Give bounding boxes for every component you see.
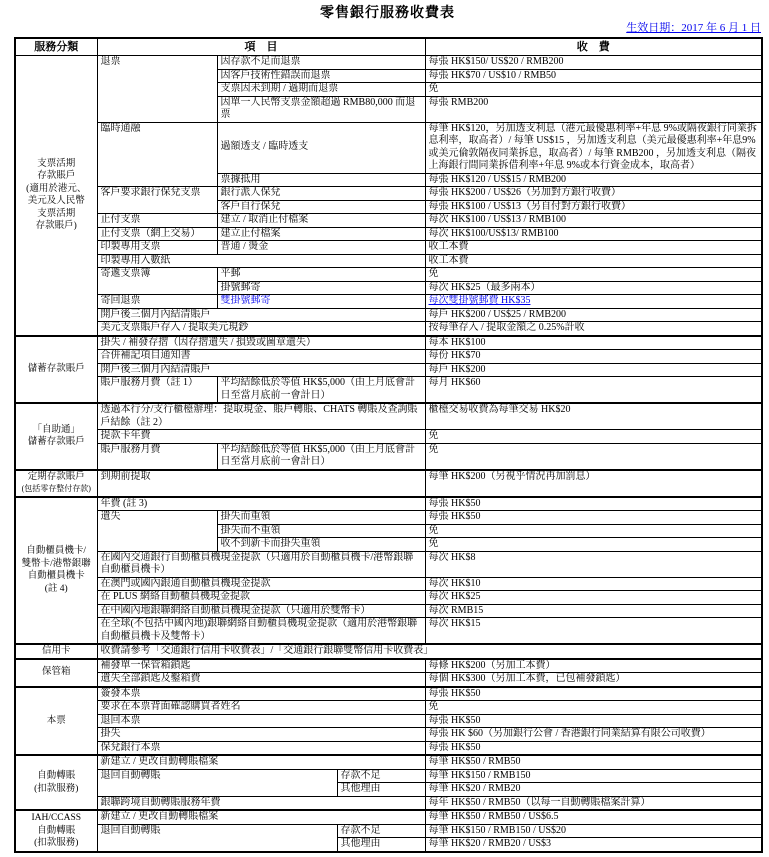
effective-date-link[interactable]: 生效日期：2017 年 6 月 1 日 — [626, 22, 761, 34]
item-cell: 因單一人民幣支票金額超過 RMB80,000 而退票 — [217, 96, 425, 122]
fee-cell: 每張 HK$50 — [425, 511, 762, 525]
fee-cell: 每張 HK$50 — [425, 497, 762, 511]
fee-cell: 每次 HK$100 / US$13 / RMB100 — [425, 214, 762, 228]
category-cell: 保管箱 — [15, 659, 97, 687]
table-row — [15, 377, 762, 404]
fee-cell: 每張 HK$200 / US$26（另加對方銀行收費） — [425, 187, 762, 201]
fee-cell: 每戶 HK$200 — [425, 363, 762, 377]
fee-cell: 每張 HK$50 — [425, 741, 762, 755]
item-cell: 平郵 — [217, 268, 425, 282]
table-row — [15, 403, 762, 430]
item-cell: 收費請參考「交通銀行信用卡收費表」/「交通銀行銀聯雙幣信用卡收費表」 — [97, 644, 762, 659]
item-cell: 支票因未到期 / 過期而退票 — [217, 83, 425, 97]
item-cell: 掛號郵寄 — [217, 281, 425, 295]
fee-cell: 每筆 HK$200（另視乎情況再加罰息） — [425, 470, 762, 497]
fee-cell: 每個 HK$300（另加工本費，已包補發鎖匙） — [425, 673, 762, 687]
table-row — [15, 430, 762, 444]
table-row — [15, 577, 762, 591]
table-row — [15, 810, 762, 824]
item-cell: 掛失 — [97, 728, 425, 742]
fee-cell: 每張 HK$50 — [425, 687, 762, 701]
fee-cell: 每筆 HK$50 / RMB50 / US$6.5 — [425, 810, 762, 824]
table-row — [15, 254, 762, 268]
table-row — [15, 824, 762, 838]
item-cell: 在 PLUS 網絡自動櫃員機現金提款 — [97, 591, 425, 605]
fee-cell: 每次 HK$15 — [425, 618, 762, 645]
item-cell: 收不到新卡而掛失重領 — [217, 538, 425, 552]
item-cell: 開戶後三個月內結清賬戶 — [97, 363, 425, 377]
table-row — [15, 796, 762, 810]
fee-cell: 每張 HK$50 — [425, 714, 762, 728]
fee-cell: 每張 RMB200 — [425, 96, 762, 122]
table-row — [15, 644, 762, 659]
item-cell: 存款不足 — [337, 824, 425, 838]
table-row — [15, 122, 762, 173]
table-row — [15, 604, 762, 618]
fee-cell: 櫃檯交易收費為每筆交易 HK$20 — [425, 403, 762, 430]
table-row — [15, 741, 762, 755]
fee-cell: 每張 HK$150/ US$20 / RMB200 — [425, 56, 762, 70]
fee-cell: 每筆 HK$150 / RMB150 — [425, 769, 762, 783]
fee-table-body — [15, 56, 762, 852]
category-cell: 定期存款賬戶 (包括零存整付存款) — [15, 470, 97, 497]
header-fee: 收 費 — [425, 38, 762, 56]
item-cell: 年費 (註 3) — [97, 497, 425, 511]
item-cell: 新建立 / 更改自動轉賬檔案 — [97, 755, 425, 769]
item-cell: 臨時通融 — [97, 122, 217, 187]
table-row — [15, 227, 762, 241]
item-cell: 印製專用支票 — [97, 241, 217, 255]
fee-cell: 收工本費 — [425, 254, 762, 268]
item-cell: 平均結餘低於等值 HK$5,000（由上月底會計日至當月底前一會計日） — [217, 443, 425, 470]
item-cell: 普通 / 燙金 — [217, 241, 425, 255]
fee-cell: 每張 HK $60（另加銀行公會 / 香港銀行同業結算有限公司收費） — [425, 728, 762, 742]
effective-date-row — [14, 22, 761, 35]
table-row — [15, 214, 762, 228]
item-cell: 存款不足 — [337, 769, 425, 783]
item-cell: 建立 / 取消止付檔案 — [217, 214, 425, 228]
table-row — [15, 755, 762, 769]
fee-cell: 每張 HK$120 / US$15 / RMB200 — [425, 173, 762, 187]
table-row — [15, 551, 762, 577]
table-row — [15, 295, 762, 309]
item-cell: 在中國內地銀聯網絡自動櫃員機現金提款（只適用於雙幣卡） — [97, 604, 425, 618]
table-row — [15, 470, 762, 497]
fee-cell: 每年 HK$50 / RMB50（以每一自動轉賬檔案計算） — [425, 796, 762, 810]
item-cell: 退回自動轉賬 — [97, 769, 337, 796]
item-cell: 寄遞支票簿 — [97, 268, 217, 295]
fee-table — [14, 37, 763, 853]
category-cell: 信用卡 — [15, 644, 97, 659]
item-cell: 因客戶技術性錯誤而退票 — [217, 69, 425, 83]
item-cell: 保兌銀行本票 — [97, 741, 425, 755]
table-row — [15, 308, 762, 322]
item-cell: 其他理由 — [337, 838, 425, 852]
fee-cell: 每次 HK$100/US$13/ RMB100 — [425, 227, 762, 241]
item-cell: 在國內交通銀行自動櫃員機現金提款（只適用於自動櫃員機卡/港幣銀聯自動櫃員機卡） — [97, 551, 425, 577]
header-item: 項 目 — [97, 38, 425, 56]
table-row — [15, 187, 762, 201]
table-row — [15, 322, 762, 336]
fee-cell: 每次 HK$25 — [425, 591, 762, 605]
page-title: 零售銀行服務收費表 — [320, 6, 455, 21]
fee-cell: 每筆 HK$120，另加透支利息（港元最優惠利率+年息 9%或隔夜銀行同業拆息利率，取高者）/ 每筆 US$15 ，另加透支利息（美元最優惠利率+年息9%或美元倫敦隔夜同業拆息，取高者）/ 每筆 RMB200 ，另加透支利息（隔夜上海銀行間同業拆借利率+年息 9%或本行資金成本，取高者） — [425, 122, 762, 173]
category-cell: 「自助通」 儲蓄存款賬戶 — [15, 403, 97, 470]
item-cell: 合併補記項目通知書 — [97, 350, 425, 364]
fee-cell: 每筆 HK$20 / RMB20 / US$3 — [425, 838, 762, 852]
double-registered-mail-link[interactable]: 雙掛號郵寄 — [217, 295, 425, 309]
fee-cell: 每月 HK$60 — [425, 377, 762, 404]
item-cell: 其他理由 — [337, 783, 425, 797]
item-cell: 簽發本票 — [97, 687, 425, 701]
fee-cell: 免 — [425, 83, 762, 97]
table-header-row — [15, 38, 762, 56]
item-cell: 補發單一保管箱鎖匙 — [97, 659, 425, 673]
item-cell: 賬戶服務月費（註 1） — [97, 377, 217, 404]
item-cell: 退票 — [97, 56, 217, 123]
table-row — [15, 56, 762, 70]
fee-cell: 免 — [425, 538, 762, 552]
table-row — [15, 591, 762, 605]
item-cell: 提款卡年費 — [97, 430, 425, 444]
table-row — [15, 618, 762, 645]
fee-cell: 免 — [425, 443, 762, 470]
fee-cell: 免 — [425, 524, 762, 538]
category-cell: 儲蓄存款賬戶 — [15, 336, 97, 404]
item-cell: 止付支票（網上交易） — [97, 227, 217, 241]
fee-cell: 每本 HK$100 — [425, 336, 762, 350]
item-cell: 到期前提取 — [97, 470, 425, 497]
table-row — [15, 728, 762, 742]
item-cell: 在全球(不包括中國內地)銀聯網絡自動櫃員機現金提款（適用於港幣銀聯自動櫃員機卡及雙幣卡） — [97, 618, 425, 645]
fee-cell: 每張 HK$70 / US$10 / RMB50 — [425, 69, 762, 83]
table-row — [15, 241, 762, 255]
fee-cell: 每戶 HK$200 / US$25 / RMB200 — [425, 308, 762, 322]
category-cell: IAH/CCASS 自動轉賬 (扣款服務) — [15, 810, 97, 852]
double-registered-mail-fee-link[interactable]: 每次雙掛號郵費 HK$35 — [425, 295, 762, 309]
item-cell: 退回自動轉賬 — [97, 824, 337, 852]
item-cell: 賬戶服務月費 — [97, 443, 217, 470]
fee-cell: 每份 HK$70 — [425, 350, 762, 364]
table-row — [15, 701, 762, 715]
fee-cell: 每次 HK$8 — [425, 551, 762, 577]
fee-cell: 每次 HK$10 — [425, 577, 762, 591]
item-cell: 寄回退票 — [97, 295, 217, 309]
fee-cell: 免 — [425, 430, 762, 444]
item-cell: 在澳門或國內銀通自動櫃員機現金提款 — [97, 577, 425, 591]
header-category: 服務分類 — [15, 38, 97, 56]
item-cell: 銀行派人保兌 — [217, 187, 425, 201]
fee-cell: 免 — [425, 701, 762, 715]
item-cell: 客戶要求銀行保兌支票 — [97, 187, 217, 214]
fee-cell: 免 — [425, 268, 762, 282]
table-row — [15, 443, 762, 470]
category-cell: 自動櫃員機卡/ 雙幣卡/港幣銀聯 自動櫃員機卡 (註 4) — [15, 497, 97, 645]
table-row — [15, 363, 762, 377]
item-cell: 遺失 — [97, 511, 217, 552]
item-cell: 止付支票 — [97, 214, 217, 228]
table-row — [15, 673, 762, 687]
fee-cell: 每筆 HK$20 / RMB20 — [425, 783, 762, 797]
item-cell: 印製專用入數紙 — [97, 254, 425, 268]
item-cell: 平均結餘低於等值 HK$5,000（由上月底會計日至當月底前一會計日） — [217, 377, 425, 404]
item-cell: 退回本票 — [97, 714, 425, 728]
fee-cell: 每次 RMB15 — [425, 604, 762, 618]
item-cell: 過額透支 / 臨時透支 — [217, 122, 425, 173]
item-cell: 透過本行分/支行櫃檯辦理：提取現金、賬戶轉賬、CHATS 轉賬及查詢賬戶結餘（註 2） — [97, 403, 425, 430]
item-cell: 因存款不足而退票 — [217, 56, 425, 70]
category-cell: 支票活期 存款賬戶 (適用於港元、 美元及人民幣 支票活期 存款賬戶) — [15, 56, 97, 336]
fee-cell: 每筆 HK$50 / RMB50 — [425, 755, 762, 769]
table-row — [15, 769, 762, 783]
fee-cell: 每次 HK$25（最多兩本） — [425, 281, 762, 295]
item-cell: 美元支票賬戶存入 / 提取美元現鈔 — [97, 322, 425, 336]
category-cell: 本票 — [15, 687, 97, 756]
fee-cell: 收工本費 — [425, 241, 762, 255]
table-row — [15, 336, 762, 350]
table-row — [15, 687, 762, 701]
item-cell: 銀聯跨境自動轉賬服務年費 — [97, 796, 425, 810]
category-cell: 自動轉賬 (扣款服務) — [15, 755, 97, 810]
fee-cell: 每張 HK$100 / US$13（另自付對方銀行收費） — [425, 200, 762, 214]
table-row — [15, 659, 762, 673]
table-row — [15, 714, 762, 728]
table-row — [15, 350, 762, 364]
item-cell: 開戶後三個月內結清賬戶 — [97, 308, 425, 322]
table-row — [15, 511, 762, 525]
table-row — [15, 497, 762, 511]
fee-cell: 每條 HK$200（另加工本費） — [425, 659, 762, 673]
item-cell: 新建立 / 更改自動轉賬檔案 — [97, 810, 425, 824]
item-cell: 票據抵用 — [217, 173, 425, 187]
item-cell: 客戶自行保兌 — [217, 200, 425, 214]
item-cell: 掛失而重領 — [217, 511, 425, 525]
fee-cell: 每筆 HK$150 / RMB150 / US$20 — [425, 824, 762, 838]
item-cell: 建立止付檔案 — [217, 227, 425, 241]
fee-cell: 按每筆存入 / 提取金額之 0.25%計收 — [425, 322, 762, 336]
item-cell: 掛失而不重領 — [217, 524, 425, 538]
item-cell: 要求在本票背面確認購買者姓名 — [97, 701, 425, 715]
table-row — [15, 268, 762, 282]
item-cell: 遺失全部鎖匙及鑿箱費 — [97, 673, 425, 687]
item-cell: 掛失 / 補發存摺（因存摺遺失 / 損毀或圖章遺失） — [97, 336, 425, 350]
